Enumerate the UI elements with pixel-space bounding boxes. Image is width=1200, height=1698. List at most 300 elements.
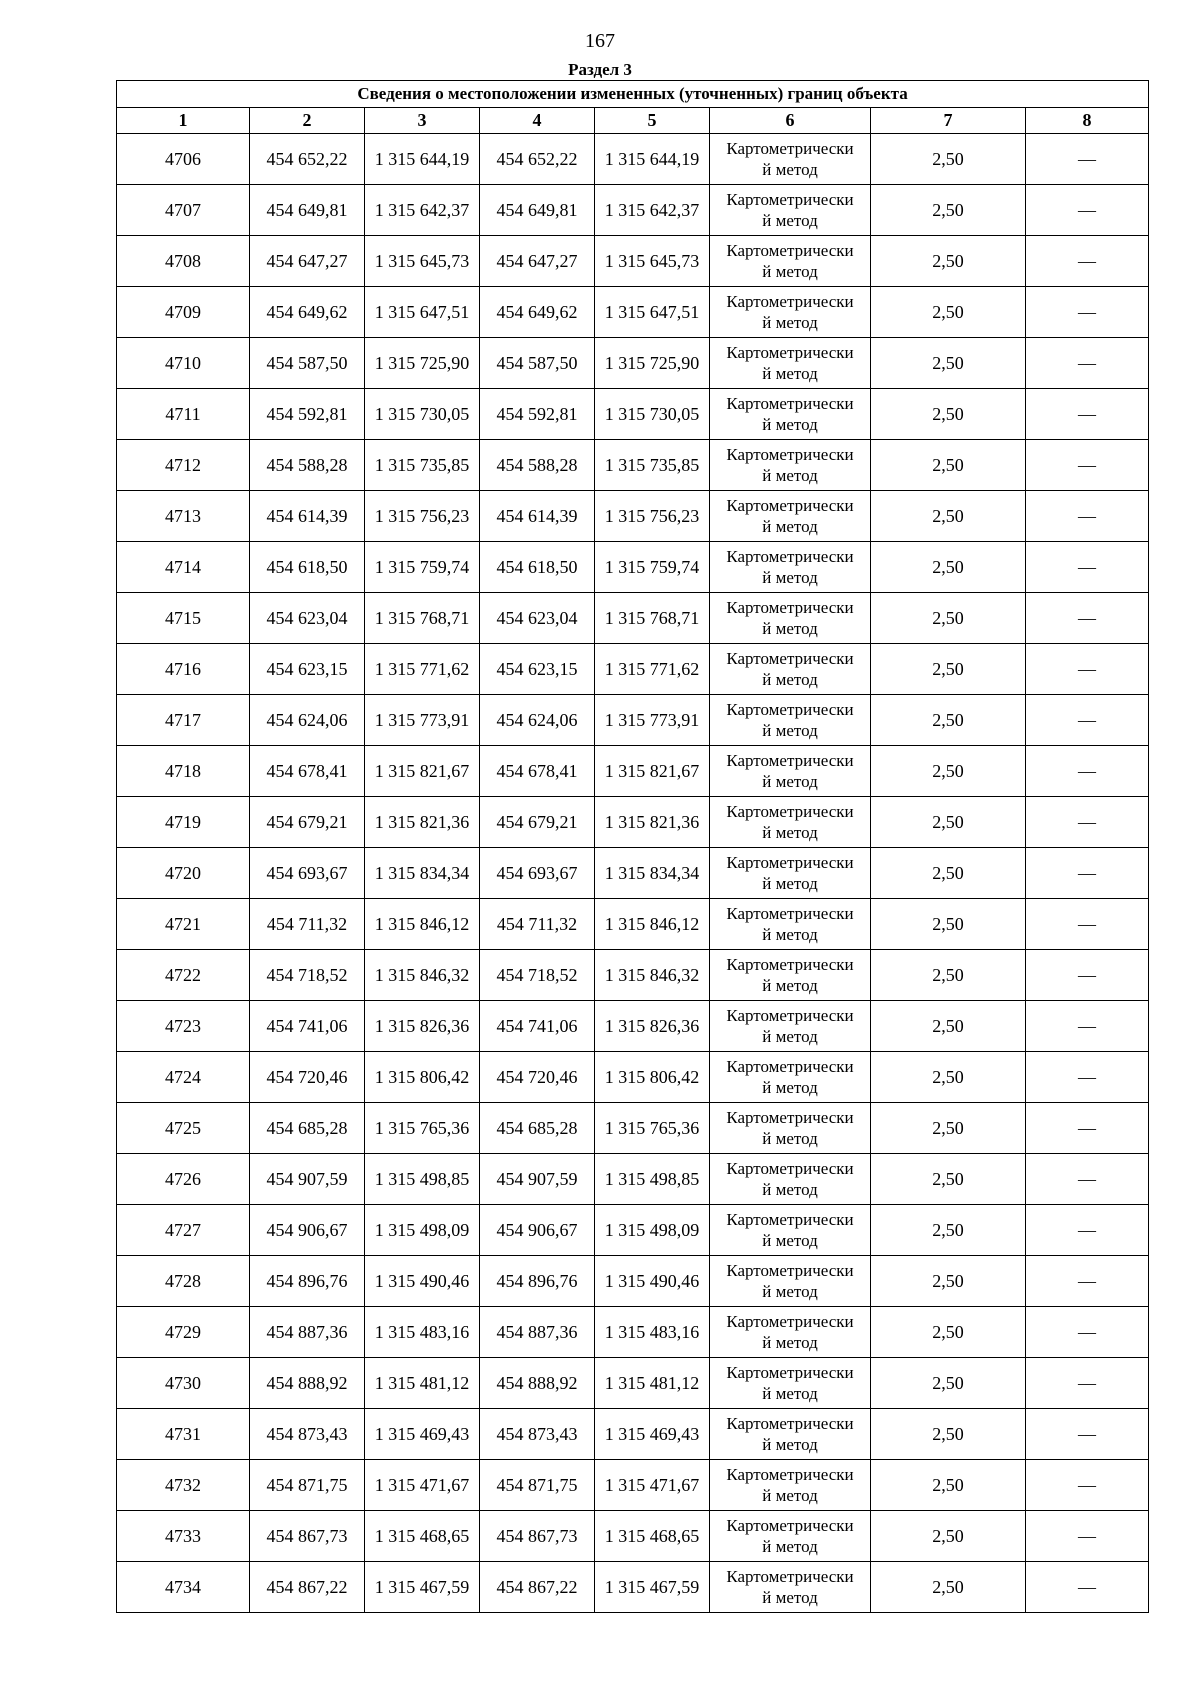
table-cell-col-3: 1 315 469,43 xyxy=(365,1409,480,1460)
table-cell-col-1: 4713 xyxy=(117,491,250,542)
table-cell-col-2: 454 693,67 xyxy=(250,848,365,899)
table-cell-col-4: 454 871,75 xyxy=(480,1460,595,1511)
table-cell-col-4: 454 718,52 xyxy=(480,950,595,1001)
table-cell-col-5: 1 315 471,67 xyxy=(595,1460,710,1511)
method-text-line: Картометрически xyxy=(726,1567,854,1586)
table-cell-col-4: 454 867,22 xyxy=(480,1562,595,1613)
table-cell-col-3: 1 315 725,90 xyxy=(365,338,480,389)
table-cell-col-8: — xyxy=(1026,848,1149,899)
table-cell-col-7: 2,50 xyxy=(871,389,1026,440)
table-cell-col-6 xyxy=(710,1256,871,1307)
table-cell-col-6 xyxy=(710,134,871,185)
table-cell-col-7: 2,50 xyxy=(871,1409,1026,1460)
table-cell-col-5: 1 315 498,09 xyxy=(595,1205,710,1256)
table-cell-col-5: 1 315 644,19 xyxy=(595,134,710,185)
method-text-line: Картометрически xyxy=(726,1108,854,1127)
table-cell-col-6 xyxy=(710,287,871,338)
method-text-line: Картометрически xyxy=(726,394,854,413)
table-cell-col-7: 2,50 xyxy=(871,440,1026,491)
table-cell-col-6 xyxy=(710,389,871,440)
table-cell-col-8: — xyxy=(1026,797,1149,848)
table-cell-col-7: 2,50 xyxy=(871,491,1026,542)
table-cell-col-6 xyxy=(710,1460,871,1511)
table-cell-col-2: 454 711,32 xyxy=(250,899,365,950)
table-cell-col-1: 4734 xyxy=(117,1562,250,1613)
table-body xyxy=(117,134,1149,1613)
method-text-line: й метод xyxy=(762,670,818,689)
method-text-line: й метод xyxy=(762,721,818,740)
table-cell-col-5: 1 315 490,46 xyxy=(595,1256,710,1307)
table-cell-col-8: — xyxy=(1026,1409,1149,1460)
table-cell-col-8: — xyxy=(1026,338,1149,389)
method-text-line: Картометрически xyxy=(726,955,854,974)
table-cell-col-4: 454 587,50 xyxy=(480,338,595,389)
table-cell-col-4: 454 720,46 xyxy=(480,1052,595,1103)
table-cell-col-6 xyxy=(710,1562,871,1613)
table-cell-col-1: 4727 xyxy=(117,1205,250,1256)
method-text-line: й метод xyxy=(762,364,818,383)
table-cell-col-6 xyxy=(710,797,871,848)
table-cell-col-3: 1 315 768,71 xyxy=(365,593,480,644)
coordinates-table xyxy=(116,80,1149,1613)
table-cell-col-4: 454 679,21 xyxy=(480,797,595,848)
table-cell-col-5: 1 315 467,59 xyxy=(595,1562,710,1613)
table-cell-col-2: 454 867,73 xyxy=(250,1511,365,1562)
table-cell-col-2: 454 624,06 xyxy=(250,695,365,746)
table-cell-col-4: 454 649,62 xyxy=(480,287,595,338)
table-cell-col-2: 454 623,15 xyxy=(250,644,365,695)
method-text-line: й метод xyxy=(762,1588,818,1607)
table-cell-col-4: 454 614,39 xyxy=(480,491,595,542)
method-text-line: Картометрически xyxy=(726,139,854,158)
table-cell-col-2: 454 587,50 xyxy=(250,338,365,389)
table-cell-col-2: 454 720,46 xyxy=(250,1052,365,1103)
table-cell-col-7: 2,50 xyxy=(871,1562,1026,1613)
method-text-line: Картометрически xyxy=(726,547,854,566)
table-cell-col-4: 454 887,36 xyxy=(480,1307,595,1358)
method-text-line: й метод xyxy=(762,619,818,638)
table-cell-col-8: — xyxy=(1026,542,1149,593)
table-cell-col-2: 454 867,22 xyxy=(250,1562,365,1613)
table-cell-col-5: 1 315 481,12 xyxy=(595,1358,710,1409)
table-row xyxy=(117,695,1149,746)
table-cell-col-4: 454 685,28 xyxy=(480,1103,595,1154)
method-text-line: Картометрически xyxy=(726,751,854,770)
table-cell-col-8: — xyxy=(1026,236,1149,287)
table-row xyxy=(117,1307,1149,1358)
table-row xyxy=(117,1154,1149,1205)
table-row xyxy=(117,1358,1149,1409)
table-cell-col-3: 1 315 481,12 xyxy=(365,1358,480,1409)
method-text-line: Картометрически xyxy=(726,343,854,362)
table-cell-col-3: 1 315 644,19 xyxy=(365,134,480,185)
table-cell-col-4: 454 624,06 xyxy=(480,695,595,746)
table-cell-col-6 xyxy=(710,338,871,389)
table-row xyxy=(117,593,1149,644)
method-text-line: Картометрически xyxy=(726,802,854,821)
table-cell-col-7: 2,50 xyxy=(871,593,1026,644)
table-cell-col-4: 454 896,76 xyxy=(480,1256,595,1307)
table-cell-col-3: 1 315 735,85 xyxy=(365,440,480,491)
table-cell-col-2: 454 647,27 xyxy=(250,236,365,287)
table-cell-col-6 xyxy=(710,236,871,287)
table-row xyxy=(117,644,1149,695)
table-row xyxy=(117,338,1149,389)
table-cell-col-5: 1 315 768,71 xyxy=(595,593,710,644)
method-text-line: й метод xyxy=(762,1027,818,1046)
table-cell-col-4: 454 652,22 xyxy=(480,134,595,185)
table-cell-col-2: 454 678,41 xyxy=(250,746,365,797)
table-cell-col-8: — xyxy=(1026,899,1149,950)
table-cell-col-8: — xyxy=(1026,746,1149,797)
method-text-line: Картометрически xyxy=(726,853,854,872)
table-cell-col-5: 1 315 735,85 xyxy=(595,440,710,491)
table-cell-col-7: 2,50 xyxy=(871,1511,1026,1562)
table-row xyxy=(117,491,1149,542)
table-cell-col-2: 454 718,52 xyxy=(250,950,365,1001)
table-cell-col-3: 1 315 498,85 xyxy=(365,1154,480,1205)
table-cell-col-8: — xyxy=(1026,1562,1149,1613)
table-cell-col-4: 454 618,50 xyxy=(480,542,595,593)
table-cell-col-8: — xyxy=(1026,287,1149,338)
table-cell-col-8: — xyxy=(1026,1001,1149,1052)
table-cell-col-3: 1 315 806,42 xyxy=(365,1052,480,1103)
table-cell-col-4: 454 592,81 xyxy=(480,389,595,440)
method-text-line: й метод xyxy=(762,772,818,791)
table-cell-col-8: — xyxy=(1026,389,1149,440)
table-cell-col-1: 4731 xyxy=(117,1409,250,1460)
table-cell-col-4: 454 741,06 xyxy=(480,1001,595,1052)
table-cell-col-5: 1 315 483,16 xyxy=(595,1307,710,1358)
table-cell-col-1: 4728 xyxy=(117,1256,250,1307)
table-cell-col-8: — xyxy=(1026,1205,1149,1256)
table-cell-col-7: 2,50 xyxy=(871,848,1026,899)
table-row xyxy=(117,389,1149,440)
table-cell-col-2: 454 649,62 xyxy=(250,287,365,338)
column-header-8: 8 xyxy=(1026,108,1149,134)
table-cell-col-4: 454 711,32 xyxy=(480,899,595,950)
table-cell-col-8: — xyxy=(1026,440,1149,491)
table-cell-col-8: — xyxy=(1026,1103,1149,1154)
table-cell-col-3: 1 315 834,34 xyxy=(365,848,480,899)
method-text-line: й метод xyxy=(762,415,818,434)
table-cell-col-2: 454 906,67 xyxy=(250,1205,365,1256)
method-text-line: Картометрически xyxy=(726,1465,854,1484)
table-cell-col-6 xyxy=(710,491,871,542)
table-cell-col-3: 1 315 846,32 xyxy=(365,950,480,1001)
method-text-line: Картометрически xyxy=(726,190,854,209)
table-cell-col-5: 1 315 725,90 xyxy=(595,338,710,389)
table-cell-col-1: 4720 xyxy=(117,848,250,899)
method-text-line: Картометрически xyxy=(726,292,854,311)
table-cell-col-1: 4718 xyxy=(117,746,250,797)
method-text-line: Картометрически xyxy=(726,649,854,668)
table-cell-col-1: 4726 xyxy=(117,1154,250,1205)
table-cell-col-1: 4733 xyxy=(117,1511,250,1562)
table-cell-col-6 xyxy=(710,542,871,593)
table-cell-col-8: — xyxy=(1026,593,1149,644)
table-cell-col-3: 1 315 730,05 xyxy=(365,389,480,440)
column-header-row xyxy=(117,108,1149,134)
table-cell-col-4: 454 588,28 xyxy=(480,440,595,491)
table-cell-col-1: 4712 xyxy=(117,440,250,491)
table-cell-col-5: 1 315 806,42 xyxy=(595,1052,710,1103)
column-header-5: 5 xyxy=(595,108,710,134)
table-row xyxy=(117,1001,1149,1052)
table-cell-col-7: 2,50 xyxy=(871,185,1026,236)
table-cell-col-1: 4732 xyxy=(117,1460,250,1511)
table-cell-col-5: 1 315 826,36 xyxy=(595,1001,710,1052)
table-cell-col-8: — xyxy=(1026,1154,1149,1205)
method-text-line: Картометрически xyxy=(726,598,854,617)
table-cell-col-7: 2,50 xyxy=(871,1460,1026,1511)
table-cell-col-3: 1 315 826,36 xyxy=(365,1001,480,1052)
method-text-line: й метод xyxy=(762,1537,818,1556)
method-text-line: Картометрически xyxy=(726,1006,854,1025)
table-cell-col-1: 4715 xyxy=(117,593,250,644)
table-cell-col-3: 1 315 645,73 xyxy=(365,236,480,287)
table-cell-col-1: 4716 xyxy=(117,644,250,695)
table-cell-col-1: 4725 xyxy=(117,1103,250,1154)
table-cell-col-6 xyxy=(710,440,871,491)
table-cell-col-5: 1 315 846,32 xyxy=(595,950,710,1001)
table-row xyxy=(117,848,1149,899)
table-cell-col-2: 454 649,81 xyxy=(250,185,365,236)
table-cell-col-7: 2,50 xyxy=(871,695,1026,746)
table-row xyxy=(117,1562,1149,1613)
table-cell-col-6 xyxy=(710,1409,871,1460)
table-cell-col-8: — xyxy=(1026,1358,1149,1409)
table-cell-col-1: 4714 xyxy=(117,542,250,593)
table-cell-col-6 xyxy=(710,950,871,1001)
method-text-line: й метод xyxy=(762,1282,818,1301)
table-cell-col-8: — xyxy=(1026,695,1149,746)
table-cell-col-2: 454 873,43 xyxy=(250,1409,365,1460)
table-cell-col-4: 454 867,73 xyxy=(480,1511,595,1562)
section-title: Раздел 3 xyxy=(568,60,632,79)
method-text-line: й метод xyxy=(762,313,818,332)
method-text-line: й метод xyxy=(762,874,818,893)
table-cell-col-6 xyxy=(710,1052,871,1103)
table-cell-col-3: 1 315 771,62 xyxy=(365,644,480,695)
table-cell-col-6 xyxy=(710,1205,871,1256)
table-cell-col-6 xyxy=(710,695,871,746)
table-cell-col-7: 2,50 xyxy=(871,1154,1026,1205)
table-row xyxy=(117,1103,1149,1154)
table-cell-col-8: — xyxy=(1026,185,1149,236)
table-row xyxy=(117,1409,1149,1460)
table-cell-col-4: 454 623,15 xyxy=(480,644,595,695)
method-text-line: Картометрически xyxy=(726,700,854,719)
method-text-line: й метод xyxy=(762,211,818,230)
method-text-line: й метод xyxy=(762,1129,818,1148)
table-cell-col-5: 1 315 765,36 xyxy=(595,1103,710,1154)
table-cell-col-3: 1 315 846,12 xyxy=(365,899,480,950)
column-header-2: 2 xyxy=(250,108,365,134)
table-cell-col-6 xyxy=(710,185,871,236)
table-cell-col-3: 1 315 765,36 xyxy=(365,1103,480,1154)
column-header-7: 7 xyxy=(871,108,1026,134)
table-row xyxy=(117,1511,1149,1562)
table-cell-col-5: 1 315 773,91 xyxy=(595,695,710,746)
column-header-4: 4 xyxy=(480,108,595,134)
table-cell-col-8: — xyxy=(1026,491,1149,542)
table-cell-col-4: 454 906,67 xyxy=(480,1205,595,1256)
table-cell-col-8: — xyxy=(1026,1256,1149,1307)
table-cell-col-7: 2,50 xyxy=(871,1001,1026,1052)
table-cell-col-7: 2,50 xyxy=(871,1358,1026,1409)
table-cell-col-3: 1 315 490,46 xyxy=(365,1256,480,1307)
table-cell-col-3: 1 315 483,16 xyxy=(365,1307,480,1358)
table-cell-col-2: 454 741,06 xyxy=(250,1001,365,1052)
table-cell-col-1: 4719 xyxy=(117,797,250,848)
table-cell-col-1: 4706 xyxy=(117,134,250,185)
table-cell-col-7: 2,50 xyxy=(871,899,1026,950)
table-cell-col-1: 4707 xyxy=(117,185,250,236)
table-cell-col-1: 4710 xyxy=(117,338,250,389)
table-cell-col-7: 2,50 xyxy=(871,746,1026,797)
method-text-line: Картометрически xyxy=(726,1210,854,1229)
method-text-line: Картометрически xyxy=(726,496,854,515)
table-cell-col-5: 1 315 642,37 xyxy=(595,185,710,236)
table-cell-col-2: 454 588,28 xyxy=(250,440,365,491)
table-cell-col-1: 4724 xyxy=(117,1052,250,1103)
table-cell-col-8: — xyxy=(1026,644,1149,695)
table-row xyxy=(117,1052,1149,1103)
table-cell-col-7: 2,50 xyxy=(871,236,1026,287)
table-cell-col-1: 4717 xyxy=(117,695,250,746)
table-cell-col-5: 1 315 846,12 xyxy=(595,899,710,950)
table-cell-col-4: 454 647,27 xyxy=(480,236,595,287)
table-cell-col-7: 2,50 xyxy=(871,338,1026,389)
table-cell-col-2: 454 618,50 xyxy=(250,542,365,593)
table-cell-col-3: 1 315 647,51 xyxy=(365,287,480,338)
method-text-line: й метод xyxy=(762,1333,818,1352)
table-cell-col-8: — xyxy=(1026,1307,1149,1358)
table-row xyxy=(117,185,1149,236)
table-row xyxy=(117,899,1149,950)
table-cell-col-5: 1 315 645,73 xyxy=(595,236,710,287)
table-cell-col-4: 454 649,81 xyxy=(480,185,595,236)
table-cell-col-1: 4722 xyxy=(117,950,250,1001)
table-row xyxy=(117,542,1149,593)
table-cell-col-3: 1 315 642,37 xyxy=(365,185,480,236)
table-row xyxy=(117,134,1149,185)
method-text-line: Картометрически xyxy=(726,904,854,923)
table-cell-col-2: 454 592,81 xyxy=(250,389,365,440)
table-cell-col-8: — xyxy=(1026,1460,1149,1511)
table-cell-col-6 xyxy=(710,1358,871,1409)
table-cell-col-3: 1 315 773,91 xyxy=(365,695,480,746)
table-cell-col-6 xyxy=(710,848,871,899)
table-cell-col-8: — xyxy=(1026,1052,1149,1103)
table-cell-col-7: 2,50 xyxy=(871,1205,1026,1256)
table-cell-col-6 xyxy=(710,899,871,950)
table-cell-col-8: — xyxy=(1026,134,1149,185)
table-cell-col-6 xyxy=(710,644,871,695)
table-cell-col-7: 2,50 xyxy=(871,542,1026,593)
table-cell-col-7: 2,50 xyxy=(871,797,1026,848)
table-cell-col-4: 454 888,92 xyxy=(480,1358,595,1409)
table-cell-col-7: 2,50 xyxy=(871,1307,1026,1358)
table-cell-col-1: 4723 xyxy=(117,1001,250,1052)
table-cell-col-1: 4711 xyxy=(117,389,250,440)
table-cell-col-8: — xyxy=(1026,950,1149,1001)
method-text-line: й метод xyxy=(762,1180,818,1199)
table-cell-col-5: 1 315 468,65 xyxy=(595,1511,710,1562)
method-text-line: Картометрически xyxy=(726,1516,854,1535)
table-cell-col-4: 454 623,04 xyxy=(480,593,595,644)
method-text-line: Картометрически xyxy=(726,241,854,260)
table-row xyxy=(117,746,1149,797)
table-row xyxy=(117,287,1149,338)
method-text-line: й метод xyxy=(762,1486,818,1505)
table-cell-col-8: — xyxy=(1026,1511,1149,1562)
table-cell-col-7: 2,50 xyxy=(871,1052,1026,1103)
column-header-1: 1 xyxy=(117,108,250,134)
method-text-line: й метод xyxy=(762,160,818,179)
table-cell-col-1: 4729 xyxy=(117,1307,250,1358)
table-cell-col-5: 1 315 771,62 xyxy=(595,644,710,695)
method-text-line: й метод xyxy=(762,466,818,485)
table-cell-col-7: 2,50 xyxy=(871,1256,1026,1307)
table-cell-col-2: 454 871,75 xyxy=(250,1460,365,1511)
table-cell-col-6 xyxy=(710,1001,871,1052)
table-cell-col-7: 2,50 xyxy=(871,134,1026,185)
table-cell-col-5: 1 315 647,51 xyxy=(595,287,710,338)
method-text-line: й метод xyxy=(762,823,818,842)
table-cell-col-1: 4721 xyxy=(117,899,250,950)
method-text-line: й метод xyxy=(762,1384,818,1403)
method-text-line: й метод xyxy=(762,262,818,281)
table-cell-col-7: 2,50 xyxy=(871,287,1026,338)
method-text-line: й метод xyxy=(762,1435,818,1454)
table-cell-col-5: 1 315 498,85 xyxy=(595,1154,710,1205)
column-header-6: 6 xyxy=(710,108,871,134)
table-cell-col-3: 1 315 821,67 xyxy=(365,746,480,797)
table-cell-col-2: 454 652,22 xyxy=(250,134,365,185)
table-cell-col-4: 454 678,41 xyxy=(480,746,595,797)
method-text-line: Картометрически xyxy=(726,1057,854,1076)
table-cell-col-5: 1 315 730,05 xyxy=(595,389,710,440)
table-row xyxy=(117,236,1149,287)
table-cell-col-2: 454 685,28 xyxy=(250,1103,365,1154)
method-text-line: Картометрически xyxy=(726,445,854,464)
table-cell-col-3: 1 315 467,59 xyxy=(365,1562,480,1613)
table-cell-col-3: 1 315 756,23 xyxy=(365,491,480,542)
method-text-line: й метод xyxy=(762,568,818,587)
table-cell-col-6 xyxy=(710,1511,871,1562)
table-cell-col-2: 454 623,04 xyxy=(250,593,365,644)
table-cell-col-3: 1 315 468,65 xyxy=(365,1511,480,1562)
table-row xyxy=(117,1460,1149,1511)
table-cell-col-2: 454 614,39 xyxy=(250,491,365,542)
method-text-line: й метод xyxy=(762,976,818,995)
table-row xyxy=(117,440,1149,491)
table-cell-col-4: 454 907,59 xyxy=(480,1154,595,1205)
table-cell-col-6 xyxy=(710,593,871,644)
table-cell-col-3: 1 315 821,36 xyxy=(365,797,480,848)
method-text-line: Картометрически xyxy=(726,1414,854,1433)
table-cell-col-6 xyxy=(710,1307,871,1358)
table-cell-col-5: 1 315 821,36 xyxy=(595,797,710,848)
table-cell-col-2: 454 907,59 xyxy=(250,1154,365,1205)
table-cell-col-2: 454 679,21 xyxy=(250,797,365,848)
table-cell-col-7: 2,50 xyxy=(871,1103,1026,1154)
table-cell-col-5: 1 315 834,34 xyxy=(595,848,710,899)
table-cell-col-6 xyxy=(710,1103,871,1154)
table-cell-col-5: 1 315 469,43 xyxy=(595,1409,710,1460)
